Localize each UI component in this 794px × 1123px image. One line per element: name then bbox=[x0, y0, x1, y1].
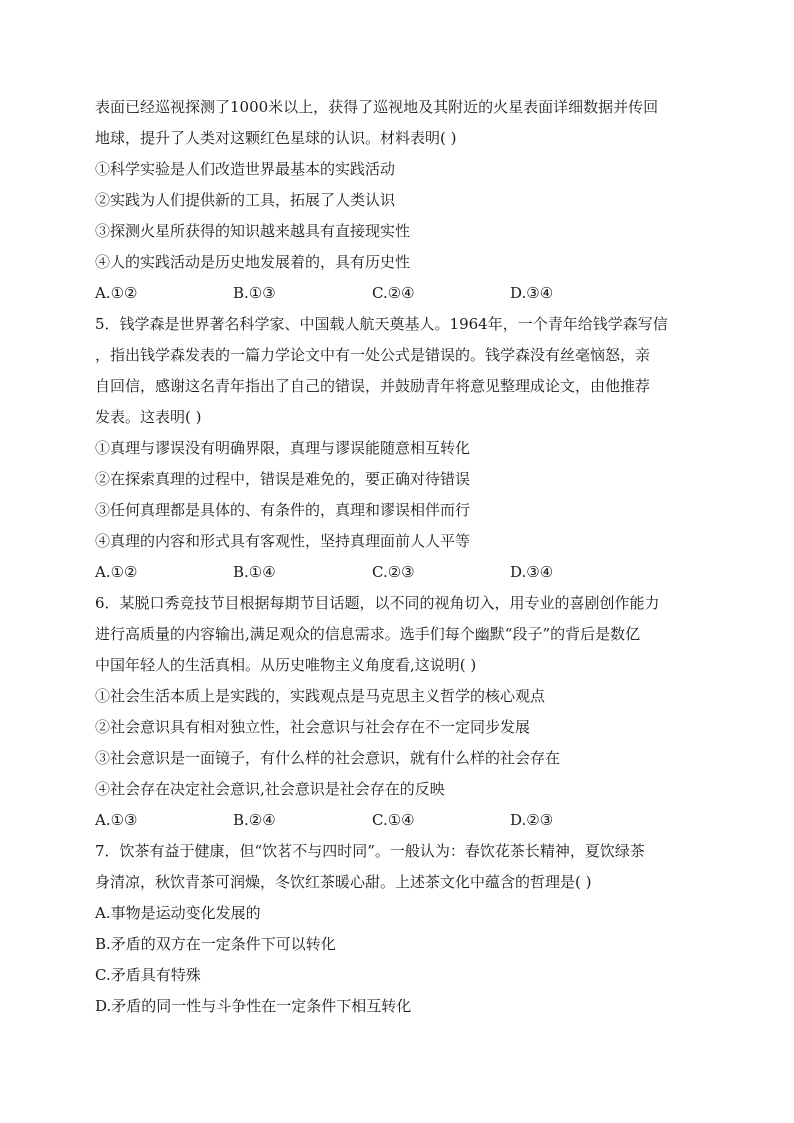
statement-line: ①社会生活本质上是实践的，实践观点是马克思主义哲学的核心观点 bbox=[95, 687, 546, 705]
statement-line: ②社会意识具有相对独立性，社会意识与社会存在不一定同步发展 bbox=[95, 718, 531, 736]
statement-line: ③探测火星所获得的知识越来越具有直接现实性 bbox=[95, 222, 411, 240]
option-c: C.①④ bbox=[372, 811, 415, 829]
option-d: D.②③ bbox=[510, 811, 554, 829]
option-c: C.②③ bbox=[372, 563, 415, 581]
option-d: D.③④ bbox=[510, 284, 554, 302]
option-d: D.③④ bbox=[510, 563, 554, 581]
question-stem-line: 7．饮茶有益于健康，但“饮茗不与四时同”。一般认为：春饮花茶长精神，夏饮绿茶 bbox=[95, 842, 645, 860]
question-stem-line: 6．某脱口秀竞技节目根据每期节目话题，以不同的视角切入，用专业的喜剧创作能力 bbox=[95, 594, 660, 612]
question-6 bbox=[95, 588, 705, 836]
question-5 bbox=[95, 309, 705, 588]
question-stem-line: 进行高质量的内容输出,满足观众的信息需求。选手们每个幽默“段子”的背后是数亿 bbox=[95, 625, 641, 643]
question-stem-line: 5．钱学森是世界著名科学家、中国载人航天奠基人。1964年，一个青年给钱学森写信 bbox=[95, 315, 668, 333]
statement-line: ④真理的内容和形式具有客观性，坚持真理面前人人平等 bbox=[95, 532, 471, 550]
option-a: A.①② bbox=[95, 284, 138, 302]
question-stem-line: 中国年轻人的生活真相。从历史唯物主义角度看,这说明( ) bbox=[95, 656, 477, 674]
option-a: A.①② bbox=[95, 563, 138, 581]
choice-b: B.矛盾的双方在一定条件下可以转化 bbox=[95, 935, 336, 953]
option-b: B.②④ bbox=[233, 811, 276, 829]
statement-line: ③任何真理都是具体的、有条件的，真理和谬误相伴而行 bbox=[95, 501, 471, 519]
question-stem-line: 自回信，感谢这名青年指出了自己的错误，并鼓励青年将意见整理成论文，由他推荐 bbox=[95, 377, 651, 395]
question-stem-line: ，指出钱学森发表的一篇力学论文中有一处公式是错误的。钱学森没有丝毫恼怒，亲 bbox=[95, 346, 651, 364]
statement-line: ③社会意识是一面镜子，有什么样的社会意识，就有什么样的社会存在 bbox=[95, 749, 561, 767]
question-stem-line: 地球，提升了人类对这颗红色星球的认识。材料表明( ) bbox=[95, 129, 457, 147]
choice-d: D.矛盾的同一性与斗争性在一定条件下相互转化 bbox=[95, 997, 412, 1015]
exam-page bbox=[95, 92, 705, 1022]
answer-options-row bbox=[95, 805, 705, 836]
question-stem-line: 发表。这表明( ) bbox=[95, 408, 202, 426]
question-4-tail bbox=[95, 92, 705, 309]
statement-line: ②实践为人们提供新的工具，拓展了人类认识 bbox=[95, 191, 396, 209]
question-stem-line: 身清凉，秋饮青茶可润燥，冬饮红茶暖心甜。上述茶文化中蕴含的哲理是( ) bbox=[95, 873, 592, 891]
option-c: C.②④ bbox=[372, 284, 415, 302]
choice-a: A.事物是运动变化发展的 bbox=[95, 904, 261, 922]
question-stem-line: 表面已经巡视探测了1000米以上，获得了巡视地及其附近的火星表面详细数据并传回 bbox=[95, 98, 659, 116]
choice-c: C.矛盾具有特殊 bbox=[95, 966, 201, 984]
answer-options-row bbox=[95, 278, 705, 309]
statement-line: ④社会存在决定社会意识,社会意识是社会存在的反映 bbox=[95, 780, 445, 798]
option-a: A.①③ bbox=[95, 811, 138, 829]
statement-line: ②在探索真理的过程中，错误是难免的，要正确对待错误 bbox=[95, 470, 471, 488]
statement-line: ④人的实践活动是历史地发展着的，具有历史性 bbox=[95, 253, 411, 271]
answer-options-row bbox=[95, 557, 705, 588]
option-b: B.①④ bbox=[233, 563, 276, 581]
option-b: B.①③ bbox=[233, 284, 276, 302]
statement-line: ①真理与谬误没有明确界限，真理与谬误能随意相互转化 bbox=[95, 439, 471, 457]
question-7 bbox=[95, 836, 705, 1022]
statement-line: ①科学实验是人们改造世界最基本的实践活动 bbox=[95, 160, 396, 178]
